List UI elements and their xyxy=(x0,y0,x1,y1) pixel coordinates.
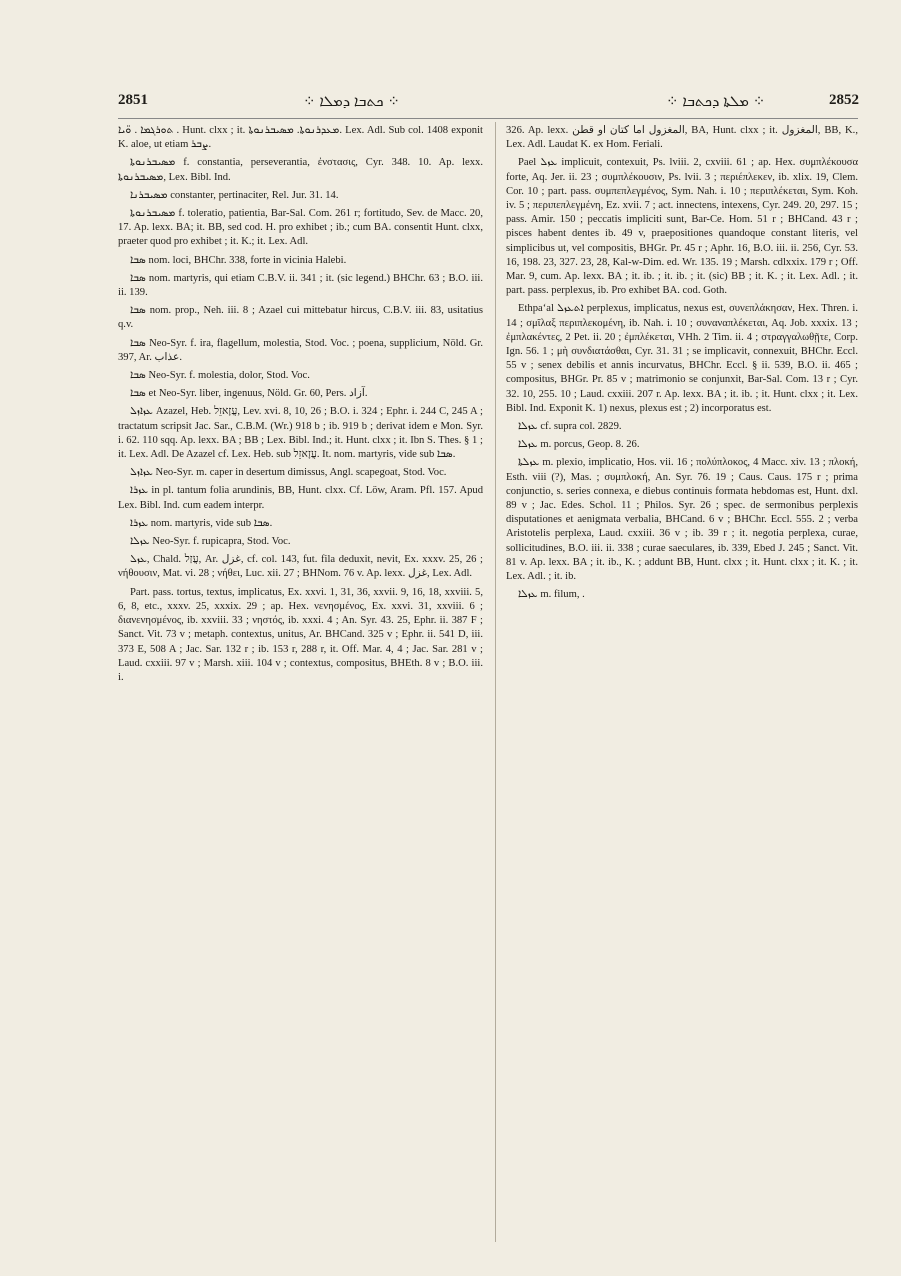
page-number-left: 2851 xyxy=(118,92,148,108)
dictionary-entry: Part. pass. tortus, textus, implicatus, Ex. xxvi. 1, 31, 36, xxvii. 9, 16, 18, xxviii. 5, 6, 8, etc., xxxv. 25, xxxix. 29 ; ap. Hex. νενησμένος, Ex. xxvi. 31, xxviii. 6 ; διανενησμένος, ib. xxviii. 33 ; νηστός, ib. xxxi. 4 ; An. Syr. 43. 25, Ephr. ii. 387 F ; Sanct. Vit. 73 v ; metaph. contextus, unitus, Ar. BHCand. 325 v ; Ephr. ii. 541 D, iii. 373 E, 508 A ; Jac. Sar. 132 r ; ib. 153 r, 288 r, it. Off. Mar. 4, 4 ; Jac. Sar. 281 v ; Laud. cxxiii. 97 v ; Marsh. xiii. 104 v ; contextus, compositus, BHEth. 8 v ; B.O. iii. i. xyxy=(118,586,483,683)
dictionary-entry: 326. Ap. lexx. المغزول اما كتان او قطن, BA, Hunt. clxx ; it. المغزول, BB, K., Lex. Adl. Laudat K. ex Hom. Feriali. xyxy=(506,125,858,151)
dictionary-entry: ܣܒܐ nom. martyris, qui etiam C.B.V. ii. 341 ; it. (sic legend.) BHChr. 63 ; B.O. iii. ii. 139. xyxy=(118,272,483,299)
left-column xyxy=(118,124,483,689)
page-number-right: 2852 xyxy=(829,92,859,108)
dictionary-entry: ܡܣܝܒܪܢܐ constanter, pertinaciter, Rel. Jur. 31. 14. xyxy=(130,189,339,201)
dictionary-entry: ܣܒܐ nom. loci, BHChr. 338, forte in vicinia Halebi. xyxy=(130,254,347,266)
dictionary-entry: ܥܙܠܐ cf. supra col. 2829. xyxy=(518,421,622,433)
dictionary-entry: Ethpaʻal ܐܬܥܙܠ perplexus, implicatus, nexus est, συνεπλάκησαν, Hex. Thren. i. 14 ; σμῖλαξ περιπλεκομένη, ib. Nah. i. 10 ; συναναπλέκεται, Aq. Job. xxxix. 13 ; ἐμπλακέντες, 2 Pet. ii. 20 ; ἐμπλέκεται, VHh. 2 Tim. ii. 4 ; στραγγαλωθῇτε, Corp. Ign. 56. 1 ; μὴ συνδιατάσθαι, Cyr. 31. 31 ; se implicavit, connexuit, BHChr. Eccl. 55 v ; senex debilis et annis incurvatus, BHChr. Eccl. § ii. 539, B.O. ii. 465 ; compositus, BHGr. Pr. 85 v ; matrimonio se conjunxit, Bar-Sal. Com. 13 r ; Cyr. 32. 10, 255. 10 ; Laud. cxxiii. 207 r. Ap. lexx. BA ; it. ib. ; it. Hunt. clxx ; it. Lex. Bibl. Ind. Exponit K. 1) nexus, plexus est ; 2) incorporatus est. xyxy=(506,303,858,414)
dictionary-entry: ܥܙܠܐ m. filum, . xyxy=(518,589,585,601)
dictionary-entry: ܥܙܐܙܠ Azazel, Heb. עֲזָאזֵל, Lev. xvi. 8, 10, 26 ; B.O. i. 324 ; Ephr. i. 244 C, 245 A ; tractatum scripsit Jac. Sar., C.B.M. (Wr.) 918 b ; ib. 919 b ; derivat idem e Mon. Syr. i. 62. 110 sqq. Ap. lexx. BA ; BB ; Lex. Bibl. Ind.; it. Hunt. clxx ; it. Ibn S. Thes. § 1 ; it. Lex. Adl. De Azazel cf. Lex. Heb. sub עֲזָאזֵל. It. nom. martyris, vide sub ܣܒܐ. xyxy=(118,406,483,461)
dictionary-entry: ܥܙܠ, Chald. עֲזַל, Ar. غزل, cf. col. 143, fut. fila deduxit, nevit, Ex. xxxv. 25, 26 ; νήθουσιν, Mat. vi. 28 ; νήθει, Luc. xii. 27 ; BHNom. 76 v. Ap. lexx. غزل, Lex. Adl. xyxy=(118,554,483,580)
dictionary-entry: ܣܒܐ nom. prop., Neh. iii. 8 ; Azael cui mittebatur hircus, C.B.V. iii. 83, usitatius q.v. xyxy=(118,305,483,331)
right-column xyxy=(506,124,858,607)
dictionary-entry: ܥܙܐܙܠ Neo-Syr. m. caper in desertum dimissus, Angl. scapegoat, Stod. Voc. xyxy=(130,467,447,479)
dictionary-entry: ܡܣܝܒܪܢܘܬܐ f. toleratio, patientia, Bar-Sal. Com. 261 r; fortitudo, Sev. de Macc. 20, 17. Ap. lexx. BA; it. BB, sed cod. H. pro exhibet ; ib.; cum BA. consentit Hunt. clxx, praeter quod pro exhibet ; it. K.; it. Lex. Adl. xyxy=(118,208,483,248)
dictionary-entry: ܥܙܪܐ nom. martyris, vide sub ܣܒܐ. xyxy=(130,517,273,529)
running-title-left: ⁘ ܟܬܒܐ ܕܡܠܐ ⁘ xyxy=(303,94,400,110)
dictionary-entry: ܣܒܐ Neo-Syr. f. ira, flagellum, molestia, Stod. Voc. ; poena, supplicium, Nöld. Gr. 397, Ar. عذاب. xyxy=(118,337,483,363)
dictionary-entry: ܥܙܠܐ m. porcus, Geop. 8. 26. xyxy=(518,439,640,451)
header-rule xyxy=(118,118,858,119)
dictionary-entry: Pael ܥܙܠ implicuit, contexuit, Ps. lviii. 2, cxviii. 61 ; ap. Hex. συμπλέκουσα forte, Aq. Jer. ii. 23 ; συμπλέκουσιν, Ps. lvii. 3 ; περιέπλεκεν, ib. xlix. 19, Clem. Cor. 10 ; part. pass. συμπεπλεγμένος, Sym. Nah. i. 10 ; περιπλέκεται, Sym. Koh. iv. 5 ; περιπεπλεγμένη, Ez. xvii. 7 ; act. innectens, intexens, Cyr. 249. 20, 297. 15 ; pass. Amir. 150 ; peccatis impliciti sunt, Bar-Ce. Hom. 51 r ; BHCand. 43 r ; pisces habent dentes ib. 49 v, praepositiones quandoque constant literis, vel simplicibus ut, vel compositis, BHGr. Pr. 45 r ; Aphr. 16, B.O. iii. ii. 256, Cyr. 53. 16, 198. 23, 327. 23, 28, Kal-w-Dim. ed. Wr. 135. 19 ; Marsh. cdlxxix. 179 r ; Off. Mar. 9, cum. Ap. lexx. BA ; it. ib. ; it. ib. ; it. (sic) BB ; it. K. ; it. Lex. Adl. ; it. part. pass. perplexus, ib. Pro exhibet BA. cod. Goth. xyxy=(506,157,859,297)
running-title-right: ⁘ ܡܠܬܐ ܕܟܬܒܐ ⁘ xyxy=(666,94,766,110)
dictionary-entry: ܥܙܠܬܐ m. plexio, implicatio, Hos. vii. 16 ; πολύπλοκος, 4 Macc. xiv. 13 ; πλοκή, Esth. viii (?), Mas. ; συμπλοκή, An. Syr. 76. 19 ; Caus. Caus. 175 r ; prima conjunctio, s. series connexa, e diebus continuis formata hebdomas est, Hunt. dxl. 89 v ; Jac. Edes. Schol. 11 ; Philos. Syr. 26 ; spec. de sermonibus perplexis disputationes et aenigmata verbalia, BHCand. 6 v ; BHChr. Eccl. 555. 2 ; verba Aristotelis perplexa, Laud. cxxiii. 36 v ; ib. 39 r ; it. negotia perplexa, curae, sollicitudines, B.O. iii. ii. 338 ; curae saeculares, ib. 339, Ebed J. 245 ; Sanct. Vit. 81 v. Ap. lexx. BA ; it. ib., K. ; addunt BB, Hunt. clxx ; it. Hunt. clxx ; it. K. ; it. Lex. Adl. ; it. ib. xyxy=(506,457,858,583)
column-divider xyxy=(495,122,496,1242)
dictionary-entry: ܣܒܐ Neo-Syr. f. molestia, dolor, Stod. Voc. xyxy=(130,370,310,382)
dictionary-entry: ܡܣܝܒܪܢܘܬܐ f. constantia, perseverantia, ἐνστασις, Cyr. 348. 10. Ap. lexx. ܡܣܝܒܪܢܘܬܐ, Lex. Bibl. Ind. xyxy=(118,157,483,183)
dictionary-entry: ܣܒܐ et Neo-Syr. liber, ingenuus, Nöld. Gr. 60, Pers. آزاد. xyxy=(130,388,368,400)
dictionary-entry: ܬܘܪܓܡܐ . ܘ̈ܝܐ . Hunt. clxx ; it. ܡܥܕܪܢܘܬܐ. ܡܣܝܒܪܢܘܬܐ. Lex. Adl. Sub col. 1408 exponit K. aloe, ut etiam ܨܒܪ. xyxy=(118,125,483,151)
dictionary-entry: ܥܙܠܐ Neo-Syr. f. rupicapra, Stod. Voc. xyxy=(130,536,291,548)
dictionary-entry: ܥܙܪܐ in pl. tantum folia arundinis, BB, Hunt. clxx. Cf. Löw, Aram. Pfl. 157. Apud Lex. Bibl. Ind. cum eadem interpr. xyxy=(118,485,483,511)
running-header xyxy=(118,92,859,114)
